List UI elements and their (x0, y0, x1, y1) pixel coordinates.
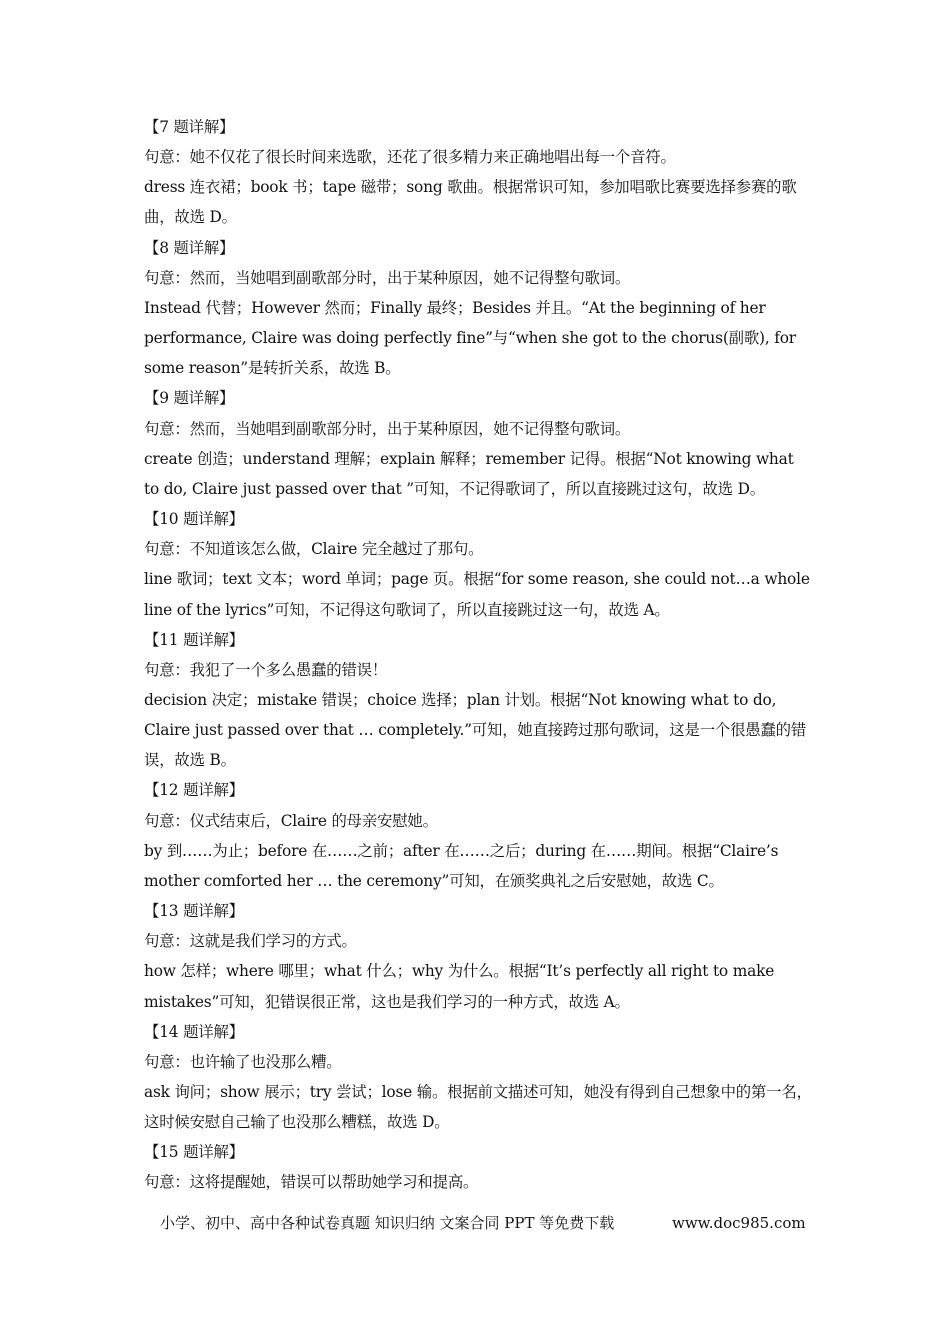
section-explanation-14: ask 询问；show 展示；try 尝试；lose 输。根据前文描述可知，她没有得到自己想象中的第一名，这时候安慰自己输了也没那么糟糕，故选 D。 (144, 1083, 812, 1132)
section-translation-12: 句意：仪式结束后，Claire 的母亲安慰她。 (144, 811, 438, 830)
section-heading-9: 【9 题详解】 (144, 389, 235, 408)
section-explanation-11: decision 决定；mistake 错误；choice 选择；plan 计划。根据“Not knowing what to do, Claire just passed over that … completely.”可知，她直接跨过那句歌词，这是一个很愚蠢的错误，故选 B。 (144, 690, 807, 770)
section-heading-7: 【7 题详解】 (144, 118, 235, 136)
section-heading-10: 【10 题详解】 (144, 510, 244, 529)
section-translation-15: 句意：这将提醒她，错误可以帮助她学习和提高。 (144, 1173, 479, 1192)
answer-explanations (144, 112, 812, 1198)
footer-text: 小学、初中、高中各种试卷真题 知识归纳 文案合同 PPT 等免费下载 (160, 1214, 615, 1232)
section-translation-8: 句意：然而，当她唱到副歌部分时，出于某种原因，她不记得整句歌词。 (144, 268, 631, 287)
section-explanation-8: Instead 代替；However 然而；Finally 最终；Besides 并且。“At the beginning of her performance, Claire was doing perfectly fine”与“when she got to the chorus(副歌), for some reason”是转折关系，故选 B。 (144, 298, 796, 378)
section-translation-7: 句意：她不仅花了很长时间来选歌，还花了很多精力来正确地唱出每一个音符。 (144, 148, 676, 167)
section-explanation-13: how 怎样；where 哪里；what 什么；why 为什么。根据“It’s perfectly all right to make mistakes”可知，犯错误很正常，这也是我们学习的一种方式，故选 A。 (144, 962, 775, 1011)
section-translation-13: 句意：这就是我们学习的方式。 (144, 932, 357, 951)
section-translation-14: 句意：也许输了也没那么糟。 (144, 1052, 342, 1071)
section-translation-9: 句意：然而，当她唱到副歌部分时，出于某种原因，她不记得整句歌词。 (144, 419, 631, 438)
section-translation-10: 句意：不知道该怎么做，Claire 完全越过了那句。 (144, 540, 484, 559)
section-explanation-9: create 创造；understand 理解；explain 解释；remember 记得。根据“Not knowing what to do, Claire just passed over that ”可知，不记得歌词了，所以直接跳过这句，故选 D。 (144, 449, 794, 498)
section-translation-11: 句意：我犯了一个多么愚蠢的错误！ (144, 660, 388, 679)
section-heading-13: 【13 题详解】 (144, 902, 244, 921)
footer-site-link[interactable]: www.doc985.com (672, 1214, 806, 1232)
section-explanation-12: by 到……为止；before 在……之前；after 在……之后；during 在……期间。根据“Claire’s mother comforted her … the ceremony”可知，在颁奖典礼之后安慰她，故选 C。 (144, 841, 779, 890)
section-heading-15: 【15 题详解】 (144, 1143, 244, 1162)
page-footer (160, 1211, 806, 1235)
section-heading-12: 【12 题详解】 (144, 781, 244, 800)
section-heading-8: 【8 题详解】 (144, 238, 235, 257)
section-explanation-7: dress 连衣裙；book 书；tape 磁带；song 歌曲。根据常识可知，参加唱歌比赛要选择参赛的歌曲，故选 D。 (144, 178, 797, 227)
section-heading-14: 【14 题详解】 (144, 1022, 244, 1041)
section-heading-11: 【11 题详解】 (144, 630, 244, 649)
section-explanation-10: line 歌词；text 文本；word 单词；page 页。根据“for some reason, she could not…a whole line of the lyrics”可知，不记得这句歌词了，所以直接跳过这一句，故选 A。 (144, 570, 810, 619)
